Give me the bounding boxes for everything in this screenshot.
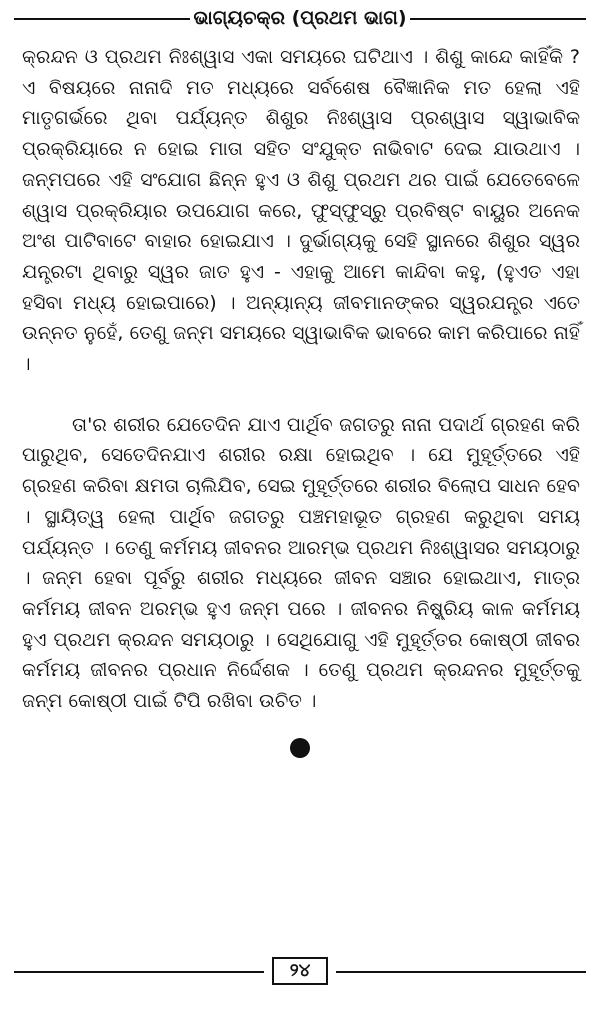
page-number: ୨୪ xyxy=(272,957,328,985)
paragraph-1: କ୍ରନ୍ଦନ ଓ ପ୍ରଥମ ନିଃଶ୍ୱାସ ଏକା ସମୟରେ ଘଟିଥାଏ । ଶିଶୁ କାନ୍ଦେ କାହିଁକି ? ଏ ବିଷୟରେ ନାନାଦି ମତ ମଧ୍ୟରେ ସର୍ବଶେଷ ବୈଜ୍ଞାନିକ ମତ ହେଲା ଏହି ମାତୃଗର୍ଭରେ ଥିବା ପର୍ଯ୍ୟନ୍ତ ଶିଶୁର ନିଃଶ୍ୱାସ ପ୍ରଶ୍ୱାସ ସ୍ୱାଭାବିକ ପ୍ରକ୍ରିୟାରେ ନ ହୋଇ ମାତା ସହିତ ସଂଯୁକ୍ତ ନାଭିବାଟ ଦେଇ ଯାଉଥାଏ । ଜନ୍ମପରେ ଏହି ସଂଯୋଗ ଛିନ୍ନ ହୁଏ ଓ ଶିଶୁ ପ୍ରଥମ ଥର ପାଇଁ ଯେତେବେଳେ ଶ୍ୱାସ ପ୍ରକ୍ରିୟାର ଉପଯୋଗ କରେ, ଫୁସ୍‌ଫୁସ୍‌ରୁ ପ୍ରବିଷ୍ଟ ବାୟୁର ଅନେକ ଅଂଶ ପାଟିବାଟେ ବାହାର ହୋଇଯାଏ । ଦୁର୍ଭାଗ୍ୟକୁ ସେହି ସ୍ଥାନରେ ଶିଶୁର ସ୍ୱର ଯନ୍ତ୍ରଟା ଥିବାରୁ ସ୍ୱର ଜାତ ହୁଏ - ଏହାକୁ ଆମେ କାନ୍ଦିବା କହୁ, (ହୁଏତ ଏହା ହସିବା ମଧ୍ୟ ହୋଇପାରେ) । ଅନ୍ୟାନ୍ୟ ଜୀବମାନଙ୍କର ସ୍ୱରଯନ୍ତ୍ର ଏତେ ଉନ୍ନତ ନୁହେଁ, ତେଣୁ ଜନ୍ମ ସମୟରେ ସ୍ୱାଭାବିକ ଭାବରେ କାମ କରିପାରେ ନାହିଁ । xyxy=(22,46,580,376)
section-end-bullet xyxy=(290,738,310,758)
header-rule-right xyxy=(410,18,586,20)
footer-rule-right xyxy=(336,971,586,973)
page-body xyxy=(22,42,580,717)
paragraph-2: ତା'ର ଶରୀର ଯେତେଦିନ ଯାଏ ପାର୍ଥିବ ଜଗତରୁ ନାନା ପଦାର୍ଥ ଗ୍ରହଣ କରି ପାରୁଥିବ, ସେତେଦିନଯାଏ ଶରୀର ରକ୍ଷା ହୋଇଥିବ । ଯେ ମୁହୂର୍ତ୍ତରେ ଏହି ଗ୍ରହଣ କରିବା କ୍ଷମତା ଚାଲିଯିବ, ସେଇ ମୁହୂର୍ତ୍ତରେ ଶରୀର ବିଲୋପ ସାଧନ ହେବ । ସ୍ଥାୟିତ୍ୱ ହେଲା ପାର୍ଥିବ ଜଗତରୁ ପଞ୍ଚମହାଭୂତ ଗ୍ରହଣ କରୁଥିବା ସମୟ ପର୍ଯ୍ୟନ୍ତ । ତେଣୁ କର୍ମମୟ ଜୀବନର ଆରମ୍ଭ ପ୍ରଥମ ନିଃଶ୍ୱାସର ସମୟଠାରୁ । ଜନ୍ମ ହେବା ପୂର୍ବରୁ ଶରୀର ମଧ୍ୟରେ ଜୀବନ ସଞ୍ଚାର ହୋଇଥାଏ, ମାତ୍ର କର୍ମମୟ ଜୀବନ ଅରମ୍ଭ ହୁଏ ଜନ୍ମ ପରେ । ଜୀବନର ନିଷ୍କ୍ରିୟ କାଳ କର୍ମମୟ ହୁଏ ପ୍ରଥମ କ୍ରନ୍ଦନ ସମୟଠାରୁ । ସେଥିଯୋଗୁ ଏହି ମୁହୂର୍ତ୍ତର କୋଷ୍ଠୀ ଜୀବର କର୍ମମୟ ଜୀବନର ପ୍ରଧାନ ନିର୍ଦ୍ଦେଶକ । ତେଣୁ ପ୍ରଥମ କ୍ରନ୍ଦନର ମୁହୂର୍ତ୍ତକୁ ଜନ୍ମ କୋଷ୍ଠୀ ପାଇଁ ଟିପି ରଖିବା ଉଚିତ । xyxy=(22,413,580,713)
header-title: ଭାଗ୍ୟଚକ୍ର (ପ୍ରଥମ ଭାଗ) xyxy=(193,7,407,29)
footer-rule-left xyxy=(14,971,264,973)
running-header xyxy=(14,4,586,32)
page-footer xyxy=(14,955,586,989)
